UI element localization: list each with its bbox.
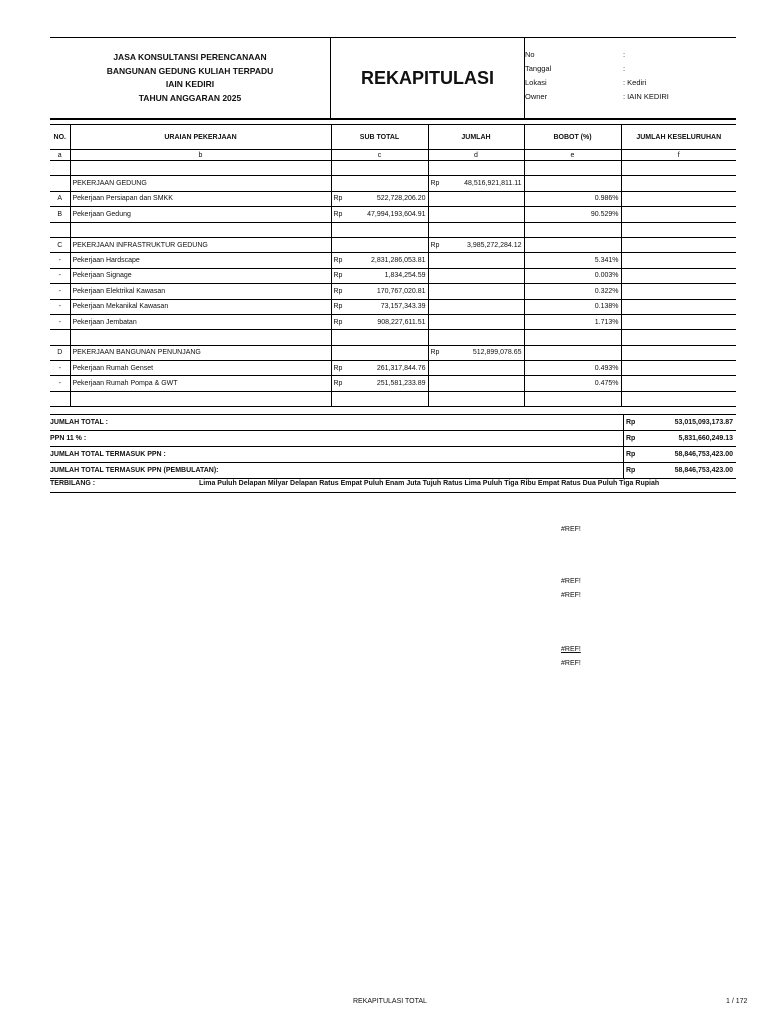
currency-label: Rp bbox=[333, 287, 343, 295]
keseluruhan-cell bbox=[621, 268, 736, 283]
table-row bbox=[50, 314, 736, 329]
subtotal-cell bbox=[331, 253, 428, 268]
header-divider bbox=[50, 119, 736, 120]
row-description: Pekerjaan Mekanikal Kawasan bbox=[70, 299, 331, 314]
row-description: Pekerjaan Rumah Pompa & GWT bbox=[70, 376, 331, 391]
row-number: D bbox=[50, 345, 70, 360]
bobot-cell: 0.322% bbox=[524, 284, 621, 299]
jumlah-cell-wrap bbox=[431, 349, 522, 356]
company-line: BANGUNAN GEDUNG KULIAH TERPADU bbox=[106, 65, 274, 76]
empty-cell bbox=[331, 330, 428, 345]
ref-error-cell: #REF! bbox=[561, 660, 581, 667]
total-value: 5,831,660,249.13 bbox=[678, 435, 733, 442]
table-row bbox=[50, 361, 736, 376]
meta-key: No bbox=[525, 50, 535, 59]
footer-sheet-name: REKAPITULASI TOTAL bbox=[353, 998, 427, 1005]
jumlah-cell bbox=[428, 207, 524, 222]
meta-block bbox=[525, 50, 736, 106]
empty-cell bbox=[524, 330, 621, 345]
jumlah-cell bbox=[428, 314, 524, 329]
table-header-row bbox=[50, 125, 736, 150]
table-row bbox=[50, 376, 736, 391]
totals-block bbox=[50, 414, 736, 479]
empty-cell bbox=[50, 330, 70, 345]
row-number: - bbox=[50, 361, 70, 376]
page-title: REKAPITULASI bbox=[331, 38, 525, 118]
column-letter: c bbox=[331, 150, 428, 161]
empty-cell bbox=[524, 222, 621, 237]
empty-cell bbox=[331, 391, 428, 406]
subtotal-cell-wrap bbox=[334, 380, 426, 387]
empty-cell bbox=[70, 222, 331, 237]
meta-key: Lokasi bbox=[525, 78, 547, 87]
jumlah-cell-value: 48,516,921,811.11 bbox=[464, 180, 522, 188]
keseluruhan-cell bbox=[621, 176, 736, 191]
col-header-subtotal: SUB TOTAL bbox=[331, 125, 428, 150]
column-letter: f bbox=[621, 150, 736, 161]
row-description: PEKERJAAN BANGUNAN PENUNJANG bbox=[70, 345, 331, 360]
currency-label: Rp bbox=[333, 257, 343, 265]
currency-label: Rp bbox=[333, 364, 343, 372]
col-header-jumlah: JUMLAH bbox=[428, 125, 524, 150]
empty-cell bbox=[524, 391, 621, 406]
meta-row-owner bbox=[525, 92, 736, 106]
row-number: - bbox=[50, 284, 70, 299]
keseluruhan-cell bbox=[621, 237, 736, 252]
subtotal-cell-wrap bbox=[334, 365, 426, 372]
total-row bbox=[50, 431, 736, 447]
total-label: JUMLAH TOTAL : bbox=[50, 419, 108, 426]
subtotal-cell bbox=[331, 314, 428, 329]
subtotal-cell-value: 170,767,020.81 bbox=[376, 287, 426, 295]
subtotal-cell bbox=[331, 176, 428, 191]
subtotal-cell bbox=[331, 268, 428, 283]
jumlah-cell bbox=[428, 253, 524, 268]
jumlah-cell bbox=[428, 176, 524, 191]
meta-value: : bbox=[623, 50, 626, 59]
subtotal-cell-value: 2,831,286,053.81 bbox=[371, 257, 426, 265]
bobot-cell bbox=[524, 176, 621, 191]
blank-row bbox=[50, 161, 736, 176]
jumlah-cell bbox=[428, 191, 524, 206]
currency-label: Rp bbox=[430, 349, 440, 357]
bobot-cell: 0.003% bbox=[524, 268, 621, 283]
company-line: JASA KONSULTANSI PERENCANAAN bbox=[113, 52, 267, 62]
empty-cell bbox=[428, 222, 524, 237]
col-header-bobot: BOBOT (%) bbox=[524, 125, 621, 150]
row-description: Pekerjaan Persiapan dan SMKK bbox=[70, 191, 331, 206]
jumlah-cell bbox=[428, 299, 524, 314]
row-description: PEKERJAAN INFRASTRUKTUR GEDUNG bbox=[70, 237, 331, 252]
empty-cell bbox=[331, 222, 428, 237]
jumlah-cell-value: 3,985,272,284.12 bbox=[467, 241, 522, 249]
keseluruhan-cell bbox=[621, 361, 736, 376]
table-row bbox=[50, 284, 736, 299]
subtotal-cell-wrap bbox=[334, 195, 426, 202]
empty-cell bbox=[70, 161, 331, 176]
ref-error-cell: #REF! bbox=[561, 646, 581, 653]
empty-cell bbox=[524, 161, 621, 176]
bobot-cell: 0.475% bbox=[524, 376, 621, 391]
total-row bbox=[50, 414, 736, 431]
table-row bbox=[50, 191, 736, 206]
jumlah-cell bbox=[428, 268, 524, 283]
meta-value: : Kediri bbox=[623, 78, 647, 87]
total-currency: Rp bbox=[623, 463, 635, 478]
row-description: Pekerjaan Hardscape bbox=[70, 253, 331, 268]
keseluruhan-cell bbox=[621, 253, 736, 268]
bobot-cell: 0.493% bbox=[524, 361, 621, 376]
subtotal-cell-wrap bbox=[334, 288, 426, 295]
currency-label: Rp bbox=[333, 380, 343, 388]
bobot-cell: 90.529% bbox=[524, 207, 621, 222]
row-description: Pekerjaan Rumah Genset bbox=[70, 361, 331, 376]
currency-label: Rp bbox=[430, 241, 440, 249]
jumlah-cell-value: 512,899,078.65 bbox=[472, 349, 522, 357]
jumlah-cell bbox=[428, 376, 524, 391]
bobot-cell: 1.713% bbox=[524, 314, 621, 329]
bobot-cell: 0.138% bbox=[524, 299, 621, 314]
subtotal-cell-value: 522,728,206.20 bbox=[376, 195, 426, 203]
keseluruhan-cell bbox=[621, 207, 736, 222]
ref-error-cell: #REF! bbox=[561, 578, 581, 585]
jumlah-cell-wrap bbox=[431, 180, 522, 187]
total-label: JUMLAH TOTAL TERMASUK PPN : bbox=[50, 451, 166, 458]
currency-label: Rp bbox=[333, 303, 343, 311]
currency-label: Rp bbox=[430, 180, 440, 188]
table-row bbox=[50, 299, 736, 314]
empty-cell bbox=[428, 330, 524, 345]
subtotal-cell bbox=[331, 345, 428, 360]
total-currency: Rp bbox=[623, 415, 635, 430]
column-letter: e bbox=[524, 150, 621, 161]
col-header-keseluruhan: JUMLAH KESELURUHAN bbox=[621, 125, 736, 150]
empty-cell bbox=[621, 330, 736, 345]
total-currency: Rp bbox=[623, 447, 635, 462]
bobot-cell bbox=[524, 345, 621, 360]
keseluruhan-cell bbox=[621, 284, 736, 299]
empty-cell bbox=[50, 161, 70, 176]
company-line: TAHUN ANGGARAN 2025 bbox=[138, 92, 242, 103]
currency-label: Rp bbox=[333, 318, 343, 326]
keseluruhan-cell bbox=[621, 299, 736, 314]
jumlah-cell-wrap bbox=[431, 242, 522, 249]
subtotal-cell-value: 908,227,611.51 bbox=[377, 318, 426, 326]
subtotal-cell bbox=[331, 299, 428, 314]
bobot-cell: 0.986% bbox=[524, 191, 621, 206]
meta-row-tanggal bbox=[525, 64, 736, 78]
empty-cell bbox=[50, 391, 70, 406]
row-number: - bbox=[50, 268, 70, 283]
table-body bbox=[50, 161, 736, 407]
row-number: B bbox=[50, 207, 70, 222]
row-number: A bbox=[50, 191, 70, 206]
ref-error-cell: #REF! bbox=[561, 526, 581, 533]
meta-value: : bbox=[623, 64, 626, 73]
row-number: - bbox=[50, 299, 70, 314]
subtotal-cell-value: 251,581,233.89 bbox=[376, 380, 426, 388]
row-number: - bbox=[50, 376, 70, 391]
company-block bbox=[50, 38, 331, 118]
table-row bbox=[50, 345, 736, 360]
table-row bbox=[50, 237, 736, 252]
keseluruhan-cell bbox=[621, 376, 736, 391]
row-description: Pekerjaan Signage bbox=[70, 268, 331, 283]
meta-row-lokasi bbox=[525, 78, 736, 92]
empty-cell bbox=[428, 391, 524, 406]
total-label: PPN 11 % : bbox=[50, 435, 87, 442]
subtotal-cell bbox=[331, 284, 428, 299]
subtotal-cell-wrap bbox=[334, 303, 426, 310]
empty-cell bbox=[428, 161, 524, 176]
meta-value: : IAIN KEDIRI bbox=[623, 92, 669, 101]
ref-error-cell: #REF! bbox=[561, 592, 581, 599]
empty-cell bbox=[331, 161, 428, 176]
total-currency: Rp bbox=[623, 431, 635, 446]
subtotal-cell-value: 1,834,254.59 bbox=[384, 272, 426, 280]
subtotal-cell-value: 47,994,193,604.91 bbox=[367, 210, 426, 218]
subtotal-cell-value: 261,317,844.76 bbox=[376, 364, 426, 372]
blank-row bbox=[50, 222, 736, 237]
total-row bbox=[50, 447, 736, 463]
empty-cell bbox=[70, 391, 331, 406]
keseluruhan-cell bbox=[621, 191, 736, 206]
table-row bbox=[50, 207, 736, 222]
subtotal-cell-wrap bbox=[334, 319, 426, 326]
subtotal-cell bbox=[331, 207, 428, 222]
jumlah-cell bbox=[428, 345, 524, 360]
company-line: IAIN KEDIRI bbox=[165, 79, 215, 89]
empty-cell bbox=[70, 330, 331, 345]
table-row bbox=[50, 253, 736, 268]
meta-key: Tanggal bbox=[525, 64, 552, 73]
jumlah-cell bbox=[428, 361, 524, 376]
jumlah-cell bbox=[428, 237, 524, 252]
total-value: 53,015,093,173.87 bbox=[674, 419, 733, 426]
total-value: 58,846,753,423.00 bbox=[674, 467, 733, 474]
meta-key: Owner bbox=[525, 92, 548, 101]
row-description: Pekerjaan Jembatan bbox=[70, 314, 331, 329]
table-row bbox=[50, 176, 736, 191]
total-value: 58,846,753,423.00 bbox=[674, 451, 733, 458]
currency-label: Rp bbox=[333, 272, 343, 280]
currency-label: Rp bbox=[333, 210, 343, 218]
keseluruhan-cell bbox=[621, 314, 736, 329]
meta-row-no bbox=[525, 50, 736, 64]
jumlah-cell bbox=[428, 284, 524, 299]
terbilang-row bbox=[50, 477, 736, 493]
row-number: C bbox=[50, 237, 70, 252]
footer-page-number: 1 / 172 bbox=[726, 998, 748, 1005]
blank-row bbox=[50, 391, 736, 406]
column-letter-row bbox=[50, 150, 736, 161]
col-header-no: NO. bbox=[50, 125, 70, 150]
empty-cell bbox=[50, 222, 70, 237]
currency-label: Rp bbox=[333, 195, 343, 203]
column-letter: d bbox=[428, 150, 524, 161]
subtotal-cell-wrap bbox=[334, 272, 426, 279]
document-header bbox=[50, 37, 736, 119]
column-letter: a bbox=[50, 150, 70, 161]
subtotal-cell bbox=[331, 361, 428, 376]
empty-cell bbox=[621, 391, 736, 406]
subtotal-cell-wrap bbox=[334, 257, 426, 264]
subtotal-cell-wrap bbox=[334, 211, 426, 218]
bobot-cell bbox=[524, 237, 621, 252]
blank-row bbox=[50, 330, 736, 345]
row-number: - bbox=[50, 314, 70, 329]
keseluruhan-cell bbox=[621, 345, 736, 360]
bobot-cell: 5.341% bbox=[524, 253, 621, 268]
col-header-uraian: URAIAN PEKERJAAN bbox=[70, 125, 331, 150]
total-label: JUMLAH TOTAL TERMASUK PPN (PEMBULATAN): bbox=[50, 467, 219, 474]
row-description: Pekerjaan Gedung bbox=[70, 207, 331, 222]
rekap-table bbox=[50, 124, 736, 407]
subtotal-cell bbox=[331, 191, 428, 206]
subtotal-cell bbox=[331, 376, 428, 391]
terbilang-text: Lima Puluh Delapan Milyar Delapan Ratus Empat Puluh Enam Juta Tujuh Ratus Lima Puluh Tiga Ribu Empat Ratus Dua Puluh Tiga Rupiah bbox=[199, 480, 660, 487]
empty-cell bbox=[621, 222, 736, 237]
row-number: - bbox=[50, 253, 70, 268]
table-row bbox=[50, 268, 736, 283]
row-description: PEKERJAAN GEDUNG bbox=[70, 176, 331, 191]
row-description: Pekerjaan Elektrikal Kawasan bbox=[70, 284, 331, 299]
subtotal-cell-value: 73,157,343.39 bbox=[380, 303, 426, 311]
empty-cell bbox=[621, 161, 736, 176]
column-letter: b bbox=[70, 150, 331, 161]
subtotal-cell bbox=[331, 237, 428, 252]
row-number bbox=[50, 176, 70, 191]
terbilang-label: TERBILANG : bbox=[50, 480, 96, 487]
